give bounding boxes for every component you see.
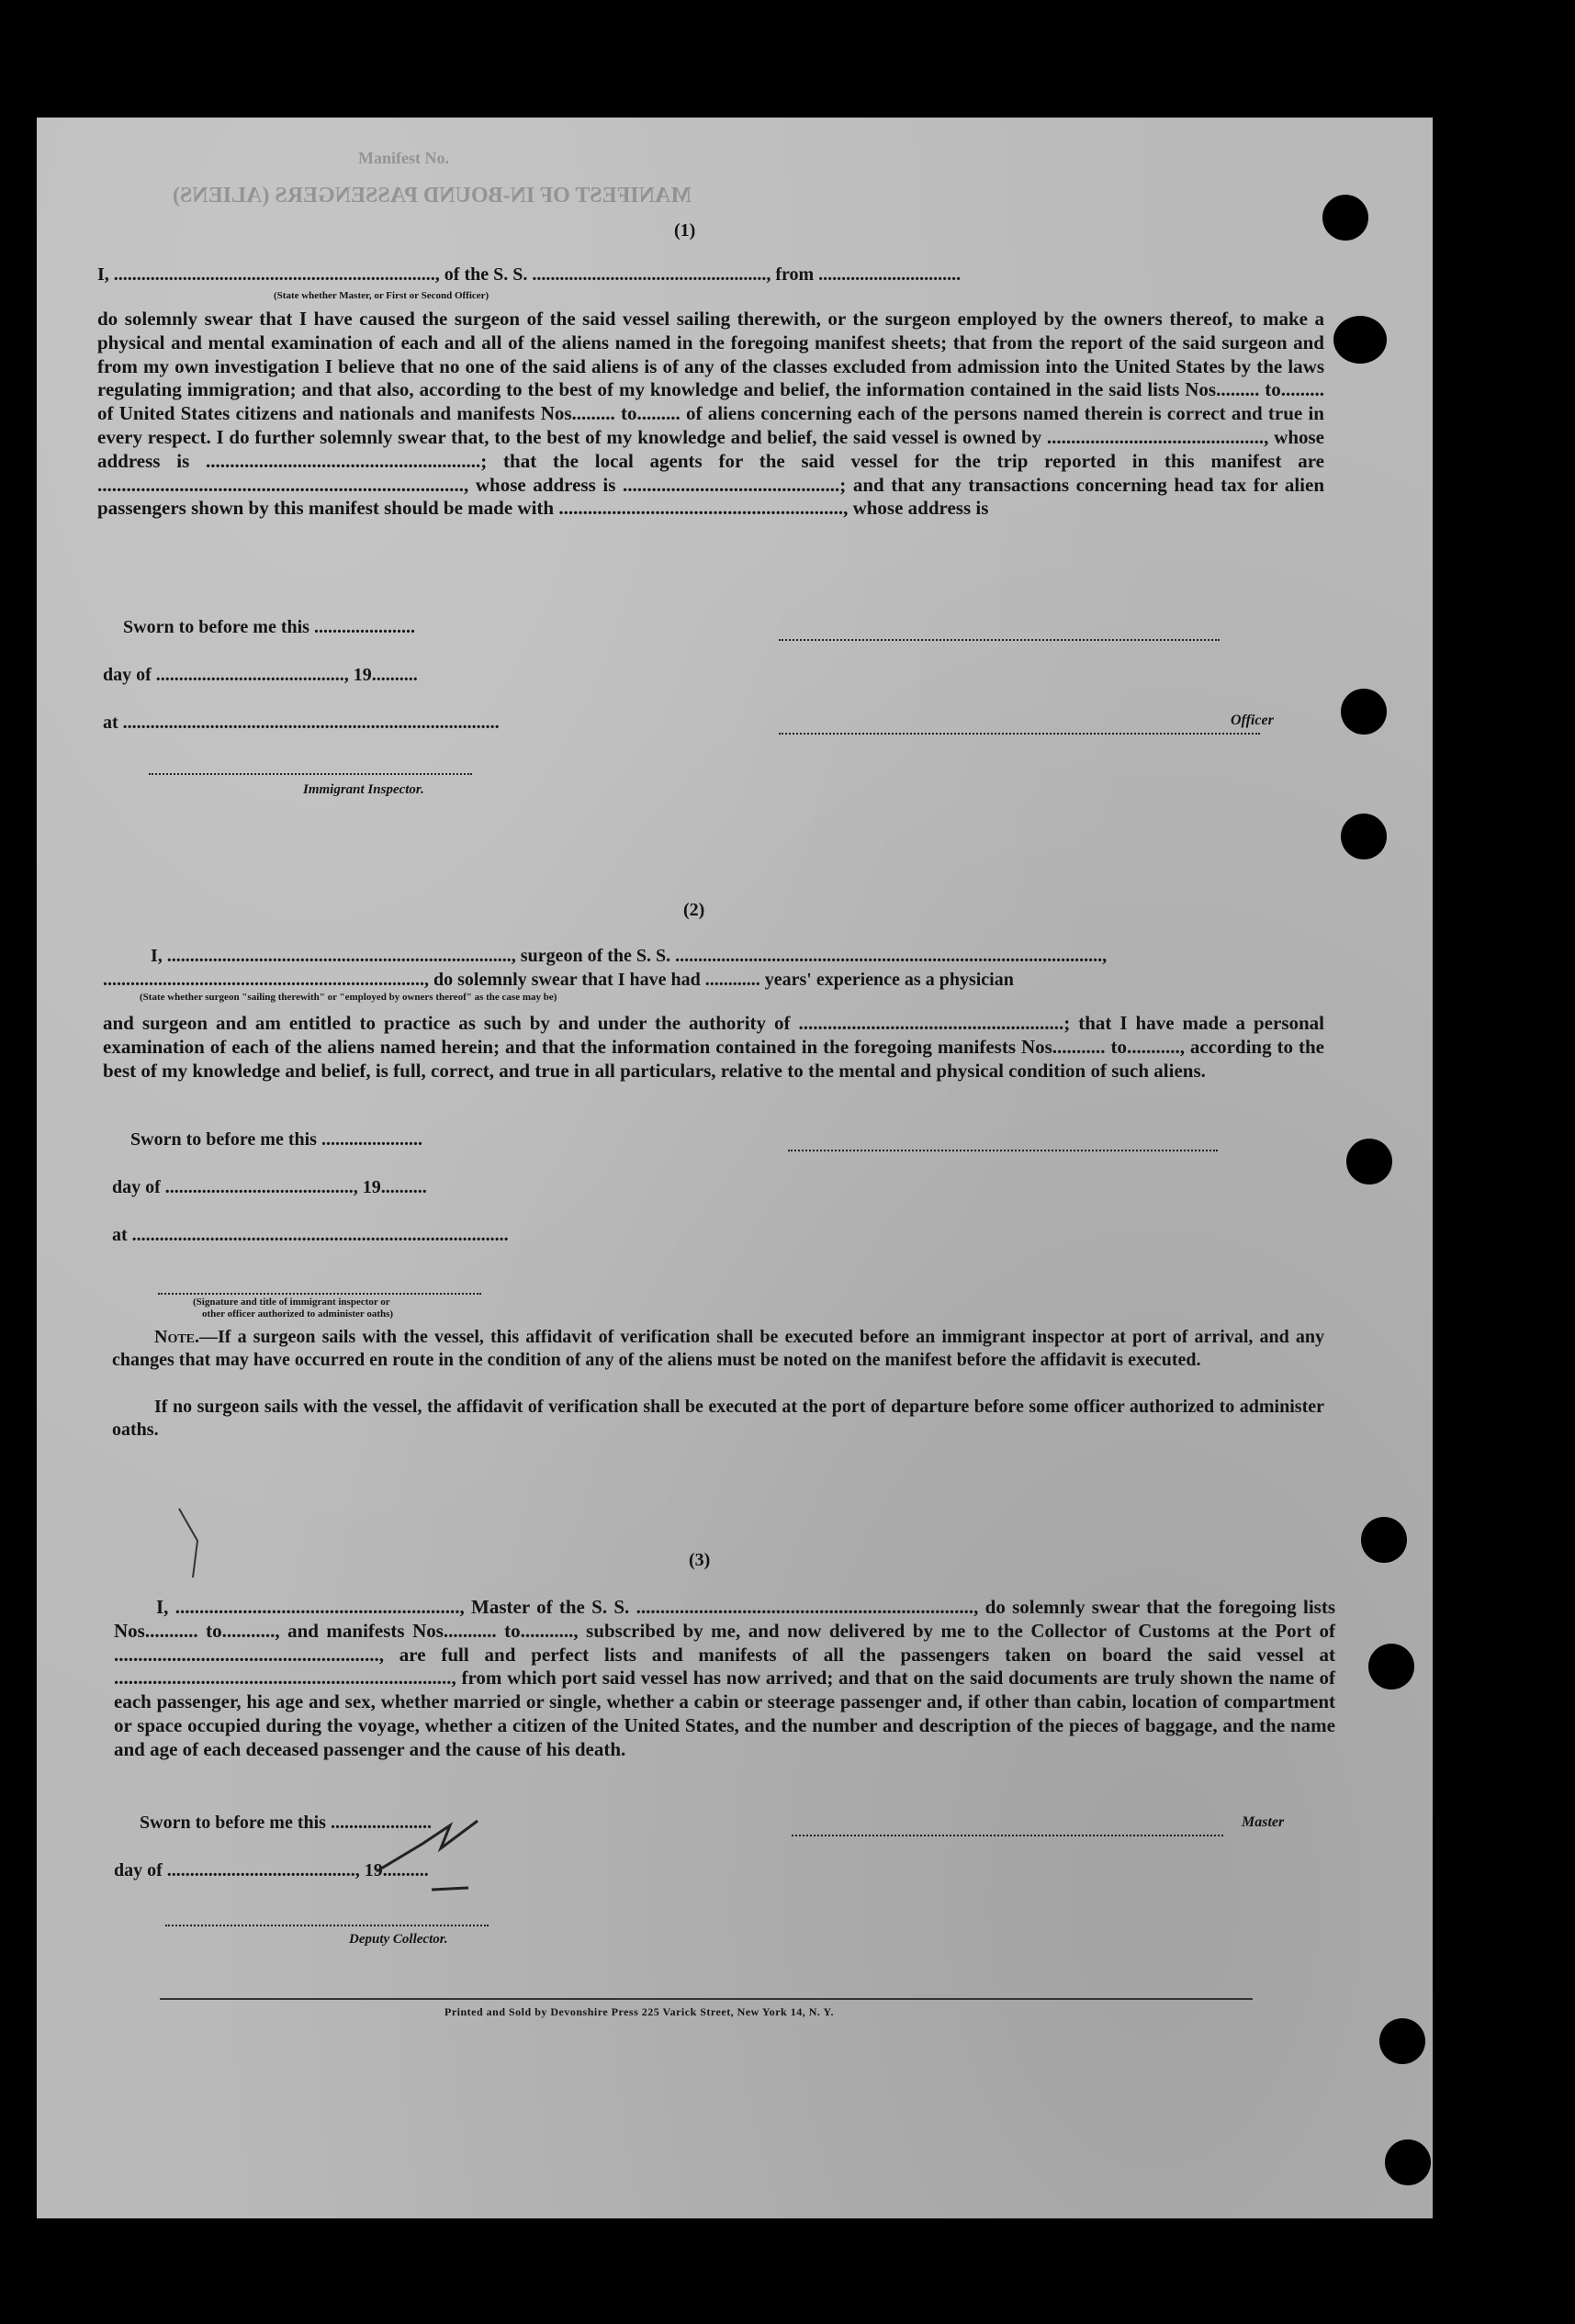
section-1-officer-title-line xyxy=(779,733,1260,735)
section-2-number: (2) xyxy=(683,900,705,920)
section-2-inspector-signature-line xyxy=(158,1293,481,1295)
punch-hole xyxy=(1361,1517,1407,1563)
section-2-oath-line-1: I, ..........................................................................., surgeon of the S. S. ............................................................................................., xyxy=(151,946,1108,966)
section-2-surgeon-signature-line xyxy=(788,1150,1218,1151)
section-2-sworn: Sworn to before me this ...................... xyxy=(130,1129,422,1150)
section-1-day: day of ........................................., 19.......... xyxy=(103,665,418,685)
section-2-note-2: If no surgeon sails with the vessel, the affidavit of verification shall be executed at the port of departure before some officer authorized to administer oaths. xyxy=(112,1397,1324,1440)
section-2-day: day of ........................................., 19.......... xyxy=(112,1177,427,1197)
section-3-deputy-label: Deputy Collector. xyxy=(349,1932,448,1947)
bleed-manifest-number: Manifest No. xyxy=(358,149,449,167)
section-3-body: I, ..........................................................., Master of the S. S. ......................................................................, do solemnly swear that the foregoing lists Nos........... to..........., and manifests Nos........... to..........., subscribed by me, and now delivered by me to the Collector of Customs at the Port of ......................................................., are full and perfect lists and manifests of all the passengers taken on board the said vessel at ......................................................................, from which port said vessel has now arrived; and that on the said documents are truly shown the name of each passenger, his age and sex, whether married or single, whether a cabin or steerage passenger and, if other than cabin, location of compartment or space occupied during the voyage, whether a citizen of the United States, and the number and description of the pieces of baggage, and the name and age of each deceased passenger and the cause of his death. xyxy=(114,1596,1335,1760)
section-3-master-label: Master xyxy=(1242,1814,1285,1830)
section-1-body: do solemnly swear that I have caused the surgeon of the said vessel sailing therewith, or the surgeon employed by the owners thereof, to make a physical and mental examination of each and all of the aliens named in the foregoing manifest sheets; that from the report of the said surgeon and from my own investigation I believe that no one of the said aliens is of any of the classes excluded from admission into the United States by the laws regulating immigration; and that also, according to the best of my knowledge and belief, the information contained in the said lists Nos......... to......... of United States citizens and nationals and manifests Nos......... to......... of aliens concerning each of the persons named therein is correct and true in every respect. I do further solemnly swear that, to the best of my knowledge and belief, the said vessel is owned by ............................................., whose address is .........................................................; that the local agents for the said vessel for the trip reported in this manifest are ............................................................................, whose address is .............................................; and that any transactions concerning head tax for alien passengers shown by this manifest should be made with ..........................................................., whose address is xyxy=(97,308,1324,520)
section-3-sworn: Sworn to before me this ...................... xyxy=(140,1813,432,1833)
section-2-at: at .................................................................................. xyxy=(112,1225,509,1245)
punch-hole xyxy=(1341,689,1387,735)
bleed-manifest-title: MANIFEST OF IN-BOUND PASSENGERS (ALIENS) xyxy=(173,184,692,208)
section-3-master-signature-line xyxy=(792,1835,1223,1836)
footer-rule xyxy=(160,1998,1253,2000)
section-2-oath-line-2: ......................................................................, do solemnly swear that I have had ............ years' experience as a physician xyxy=(103,970,1014,990)
section-2-sig-caption-1: (Signature and title of immigrant inspector or xyxy=(193,1297,390,1308)
section-1-inspector-signature-line xyxy=(149,773,472,775)
section-1-officer-signature-line xyxy=(779,639,1220,641)
section-2-surgeon-caption: (State whether surgeon "sailing therewith" or "employed by owners thereof" as the case may be) xyxy=(140,992,557,1003)
section-2-note-1 xyxy=(112,1326,1324,1372)
punch-hole xyxy=(1346,1139,1392,1184)
section-1-inspector-label: Immigrant Inspector. xyxy=(303,782,424,797)
manifest-page xyxy=(37,118,1433,2218)
section-2-body: and surgeon and am entitled to practice as such by and under the authority of .......................................................; that I have made a personal examination of each of the aliens named herein; and that the information contained in the foregoing manifests Nos........... to..........., according to the best of my knowledge and belief, is full, correct, and true in all particulars, relative to the mental and physical condition of such aliens. xyxy=(103,1012,1324,1082)
punch-hole xyxy=(1368,1644,1414,1690)
section-1-oath-line: I, ......................................................................, of the S. S. ..................................................., from ............................... xyxy=(97,264,962,285)
printer-imprint: Printed and Sold by Devonshire Press 225 Varick Street, New York 14, N. Y. xyxy=(444,2005,835,2018)
pen-tick-mark xyxy=(174,1504,211,1587)
section-3-day: day of ........................................., 19.......... xyxy=(114,1860,429,1881)
section-3-deputy-signature-line xyxy=(165,1925,489,1926)
punch-hole xyxy=(1322,195,1368,241)
section-1-number: (1) xyxy=(674,220,696,241)
note-text-1: —If a surgeon sails with the vessel, this affidavit of verification shall be executed before an immigrant inspector at port of arrival, and any changes that may have occurred en route in the condition of any of the aliens must be noted on the manifest before the affidavit is executed. xyxy=(112,1327,1324,1370)
section-3-number: (3) xyxy=(689,1550,711,1570)
punch-hole xyxy=(1379,2018,1425,2064)
section-1-officer-label: Officer xyxy=(1231,713,1274,728)
section-2-sig-caption-2: other officer authorized to administer oaths) xyxy=(202,1308,394,1319)
section-1-officer-caption: (State whether Master, or First or Second Officer) xyxy=(274,290,489,301)
note-label: Note. xyxy=(154,1327,200,1347)
pen-scribble xyxy=(367,1807,514,1899)
section-1-sworn: Sworn to before me this ...................... xyxy=(123,617,415,637)
section-1-at: at .................................................................................. xyxy=(103,713,500,733)
punch-hole xyxy=(1341,814,1387,859)
punch-hole xyxy=(1385,2139,1431,2185)
punch-hole xyxy=(1333,316,1387,364)
